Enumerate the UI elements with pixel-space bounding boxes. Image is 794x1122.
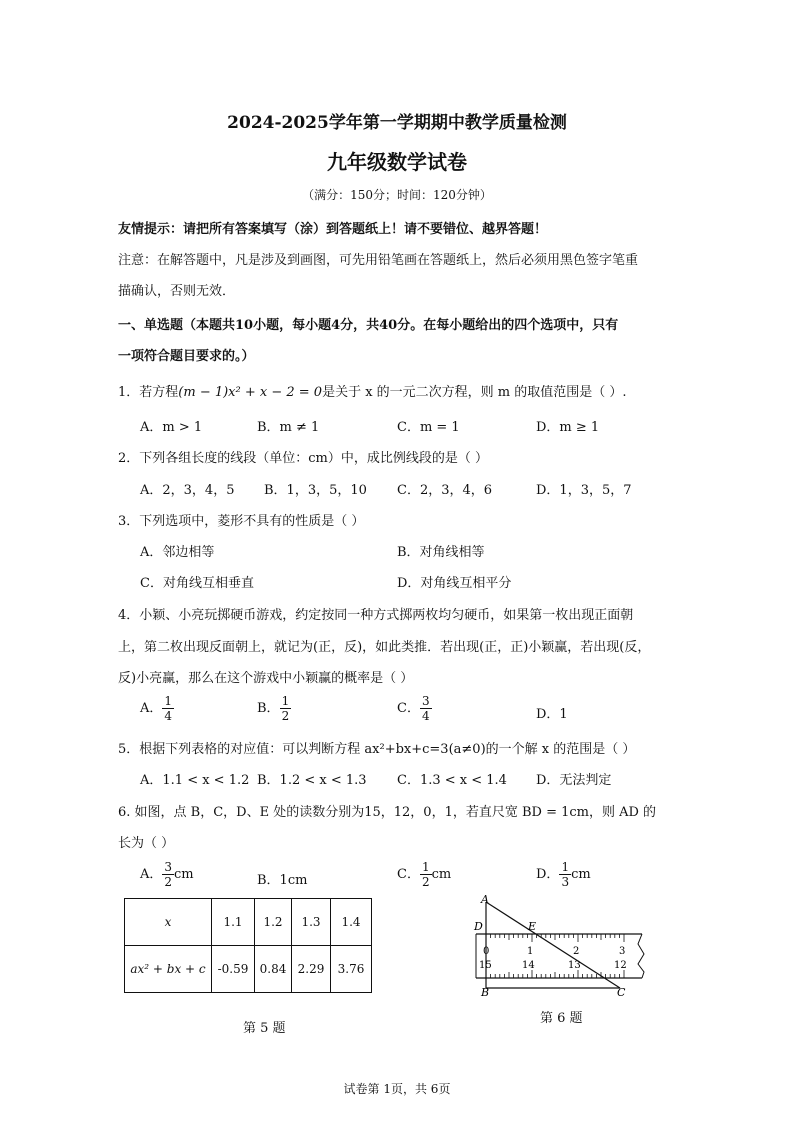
ruler-break-edge xyxy=(638,934,644,978)
exam-title: 2024-2025学年第一学期期中教学质量检测 xyxy=(227,113,567,133)
table-header-expr: ax² + bx + c xyxy=(125,946,212,993)
question-6-line-1: 6. 如图，点 B，C，D、E 处的读数分别为15，12，0，1，若直尺宽 BD = 1cm，则 AD 的 xyxy=(118,805,657,820)
triangle-side-ac xyxy=(486,902,620,988)
table-cell: 1.1 xyxy=(212,899,255,946)
q3-option-c: C．对角线互相垂直 xyxy=(140,576,254,591)
table-row xyxy=(125,899,372,946)
figure-6-caption: 第 6 题 xyxy=(540,1011,583,1026)
question-1-stem: 1．若方程(m − 1)x² + x − 2 = 0是关于 x 的一元二次方程，则 m 的取值范围是（ ）. xyxy=(118,385,627,400)
q5-value-table xyxy=(124,898,372,993)
q3-option-a: A．邻边相等 xyxy=(140,545,215,560)
top-scale-label: 0 xyxy=(483,946,490,957)
q3-option-d: D．对角线互相平分 xyxy=(397,576,512,591)
bottom-scale-label: 12 xyxy=(614,960,627,971)
table-cell: 3.76 xyxy=(331,946,372,993)
note-line-2: 描确认，否则无效． xyxy=(118,284,236,299)
bottom-scale-label: 15 xyxy=(479,960,492,971)
top-scale-label: 3 xyxy=(619,946,626,957)
q6-option-d: D． $\frac{1}{3}$ cm xyxy=(536,860,591,889)
table-cell: 1.3 xyxy=(292,899,331,946)
point-label-d: D xyxy=(474,920,483,933)
q4-option-d: D．1 xyxy=(536,707,568,722)
point-label-c: C xyxy=(617,986,626,999)
table-cell: 1.2 xyxy=(255,899,292,946)
ruler-triangle-figure xyxy=(470,892,650,1000)
q5-option-d: D．无法判定 xyxy=(536,773,612,788)
question-5-stem: 5．根据下列表格的对应值：可以判断方程 ax²+bx+c=3(a≠0)的一个解 x 的范围是（ ） xyxy=(118,742,636,757)
top-scale-label: 2 xyxy=(573,946,580,957)
q5-option-c: C．1.3 < x < 1.4 xyxy=(397,773,507,788)
table-cell: 0.84 xyxy=(255,946,292,993)
question-6-line-2: 长为（ ） xyxy=(118,836,175,851)
table-cell: -0.59 xyxy=(212,946,255,993)
question-4-line-1: 4．小颖、小亮玩掷硬币游戏，约定按同一种方式掷两枚均匀硬币，如果第一枚出现正面朝 xyxy=(118,608,634,623)
question-4-line-2: 上，第二枚出现反面朝上，就记为(正，反)，如此类推．若出现(正，正)小颖赢，若出现(反， xyxy=(118,640,651,655)
bottom-scale-label: 13 xyxy=(568,960,581,971)
exam-meta: （满分：150分；时间：120分钟） xyxy=(302,188,492,202)
q4-option-b: B． $\frac{1}{2}$ xyxy=(257,694,290,723)
q1-option-a: A．m > 1 xyxy=(140,420,203,435)
q5-option-a: A．1.1 < x < 1.2 xyxy=(140,773,250,788)
q2-option-a: A．2，3，4，5 xyxy=(140,483,235,498)
q2-option-b: B．1，3，5，10 xyxy=(264,483,367,498)
question-3-stem: 3．下列选项中，菱形不具有的性质是（ ） xyxy=(118,514,365,529)
q1-option-b: B．m ≠ 1 xyxy=(257,420,320,435)
q6-option-c: C． $\frac{1}{2}$ cm xyxy=(397,860,452,889)
question-2-stem: 2．下列各组长度的线段（单位：cm）中，成比例线段的是（ ） xyxy=(118,451,489,466)
q3-option-b: B．对角线相等 xyxy=(397,545,485,560)
table-row xyxy=(125,946,372,993)
friendly-tip: 友情提示：请把所有答案填写（涂）到答题纸上！请不要错位、越界答题！ xyxy=(118,222,548,237)
top-scale-label: 1 xyxy=(527,946,534,957)
table-header-x: x xyxy=(125,899,212,946)
q5-option-b: B．1.2 < x < 1.3 xyxy=(257,773,367,788)
q1-option-c: C．m = 1 xyxy=(397,420,460,435)
note-line-1: 注意：在解答题中，凡是涉及到画图，可先用铅笔画在答题纸上，然后必须用黑色签字笔重 xyxy=(118,253,639,268)
bottom-scale-label: 14 xyxy=(522,960,535,971)
page-footer: 试卷第 1页，共 6页 xyxy=(343,1082,451,1096)
table-cell: 1.4 xyxy=(331,899,372,946)
q6-option-b: B．1cm xyxy=(257,873,308,888)
section-heading-line-1: 一、单选题（本题共10小题，每小题4分，共40分。在每小题给出的四个选项中，只有 xyxy=(118,318,619,333)
ruler-ticks xyxy=(486,934,624,978)
section-heading-line-2: 一项符合题目要求的。） xyxy=(118,349,255,364)
table-cell: 2.29 xyxy=(292,946,331,993)
point-label-b: B xyxy=(481,986,490,999)
exam-subtitle: 九年级数学试卷 xyxy=(327,150,467,174)
question-4-line-3: 反)小亮赢，那么在这个游戏中小颖赢的概率是（ ） xyxy=(118,671,414,686)
point-label-e: E xyxy=(528,920,537,933)
q1-option-d: D．m ≥ 1 xyxy=(536,420,600,435)
q4-option-a: A． $\frac{1}{4}$ xyxy=(140,694,173,723)
q4-option-c: C． $\frac{3}{4}$ xyxy=(397,694,430,723)
q2-option-d: D．1，3，5，7 xyxy=(536,483,632,498)
figure-5-caption: 第 5 题 xyxy=(243,1021,286,1036)
q2-option-c: C．2，3，4，6 xyxy=(397,483,493,498)
point-label-a: A xyxy=(481,893,489,906)
q6-option-a: A． $\frac{3}{2}$ cm xyxy=(140,860,194,889)
